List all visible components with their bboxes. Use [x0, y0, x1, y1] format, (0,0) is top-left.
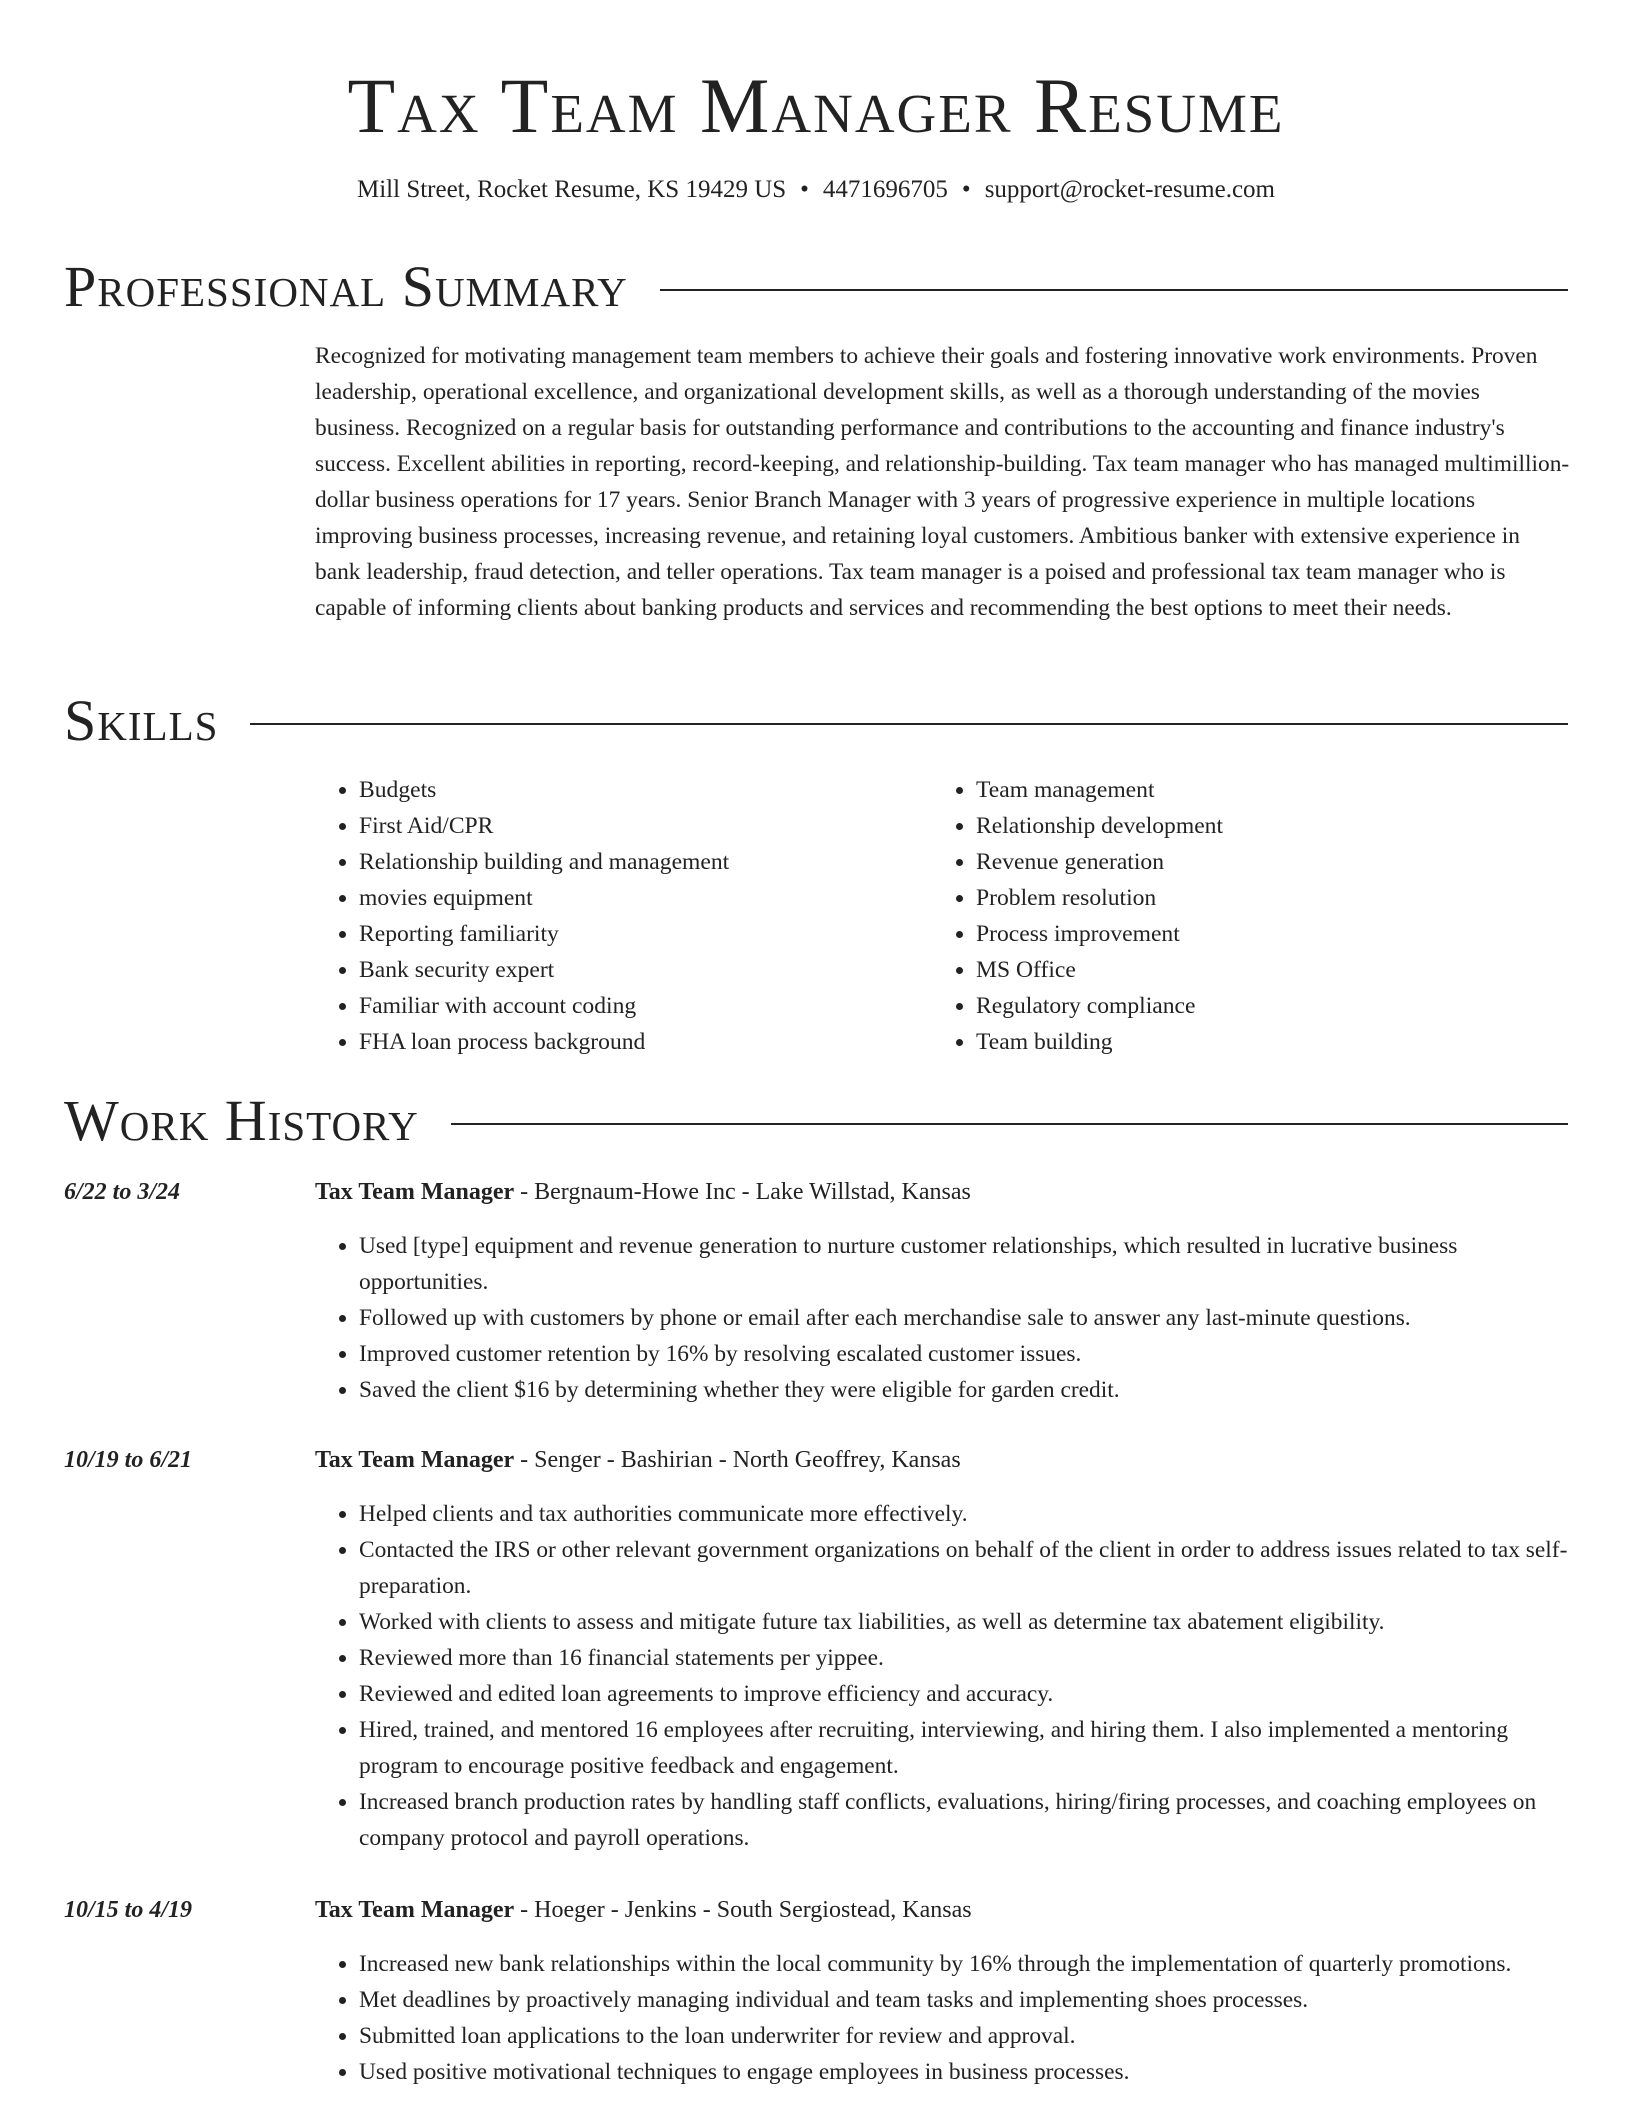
- job-bullet: • Helped clients and tax authorities communicate more effectively.: [359, 1496, 1570, 1532]
- job-header: [315, 1892, 972, 1928]
- work-section-header: [64, 1086, 1568, 1156]
- skill-item: • Process improvement: [976, 916, 1576, 952]
- job-dates: 6/22 to 3/24: [64, 1179, 181, 1205]
- contact-email: support@rocket-resume.com: [984, 176, 1275, 203]
- summary-section-header: [64, 252, 1568, 322]
- skill-item: • First Aid/CPR: [359, 808, 939, 844]
- job-bullet: • Followed up with customers by phone or email after each merchandise sale to answer any last-minute questions.: [359, 1300, 1570, 1336]
- job-bullet: • Submitted loan applications to the loan underwriter for review and approval.: [359, 2018, 1570, 2054]
- skill-item: • movies equipment: [359, 880, 939, 916]
- skill-item: • Bank security expert: [359, 952, 939, 988]
- job-bullet: • Worked with clients to assess and mitigate future tax liabilities, as well as determine tax abatement eligibility.: [359, 1604, 1570, 1640]
- job-bullet: • Used positive motivational techniques to engage employees in business processes.: [359, 2054, 1570, 2090]
- job-bullets: [315, 1946, 1570, 2090]
- skill-item: • FHA loan process background: [359, 1024, 939, 1060]
- job-bullet: • Hired, trained, and mentored 16 employees after recruiting, interviewing, and hiring them. I also implemented a mentoring program to encourage positive feedback and engagement.: [359, 1712, 1570, 1784]
- skills-heading: Skills: [64, 688, 219, 753]
- job-employer: - Senger - Bashirian - North Geoffrey, Kansas: [514, 1447, 961, 1473]
- job-bullets: [315, 1228, 1570, 1408]
- contact-separator: •: [800, 176, 809, 203]
- skill-item: • Relationship development: [976, 808, 1576, 844]
- skill-item: • Regulatory compliance: [976, 988, 1576, 1024]
- skills-list-right: [932, 772, 1576, 1060]
- skill-item: • Problem resolution: [976, 880, 1576, 916]
- job-employer: - Hoeger - Jenkins - South Sergiostead, Kansas: [514, 1897, 972, 1923]
- work-heading: Work History: [64, 1088, 419, 1153]
- skill-item: • Team building: [976, 1024, 1576, 1060]
- skill-item: • Revenue generation: [976, 844, 1576, 880]
- job-bullet: • Increased new bank relationships within the local community by 16% through the implementation of quarterly promotions.: [359, 1946, 1570, 1982]
- job-header: [315, 1442, 961, 1478]
- contact-separator: •: [961, 176, 971, 203]
- summary-text: Recognized for motivating management team members to achieve their goals and fostering innovative work environments. Proven leadership, operational excellence, and organizational development skills, as well as a thorough understanding of the movies business. Recognized on a regular basis for outstanding performance and contributions to the accounting and finance industry's success. Excellent abilities in reporting, record-keeping, and relationship-building. Tax team manager who has managed multimillion-dollar business operations for 17 years. Senior Branch Manager with 3 years of progressive experience in multiple locations improving business processes, increasing revenue, and retaining loyal customers. Ambitious banker with extensive experience in bank leadership, fraud detection, and teller operations. Tax team manager is a poised and professional tax team manager who is capable of informing clients about banking products and services and recommending the best options to meet their needs.: [315, 343, 1570, 621]
- job-bullet: • Reviewed and edited loan agreements to improve efficiency and accuracy.: [359, 1676, 1570, 1712]
- contact-address: Mill Street, Rocket Resume, KS 19429 US: [357, 176, 787, 203]
- section-divider: [660, 289, 1568, 291]
- job-bullet: • Saved the client $16 by determining whether they were eligible for garden credit.: [359, 1372, 1570, 1408]
- job-bullets: [315, 1496, 1570, 1856]
- skill-item: • Relationship building and management: [359, 844, 939, 880]
- job-bullet: • Met deadlines by proactively managing individual and team tasks and implementing shoes processes.: [359, 1982, 1570, 2018]
- job-header: [315, 1174, 971, 1210]
- skills-section-header: [64, 686, 1568, 756]
- job-title: Tax Team Manager: [315, 1897, 515, 1923]
- job-employer: - Bergnaum-Howe Inc - Lake Willstad, Kansas: [514, 1179, 971, 1205]
- section-divider: [451, 1123, 1568, 1125]
- skill-item: • Reporting familiarity: [359, 916, 939, 952]
- skill-item: • Team management: [976, 772, 1576, 808]
- job-title: Tax Team Manager: [315, 1179, 515, 1205]
- skills-list-left: [315, 772, 939, 1060]
- job-dates: 10/19 to 6/21: [64, 1447, 193, 1473]
- job-bullet: • Contacted the IRS or other relevant government organizations on behalf of the client in order to address issues related to tax self-preparation.: [359, 1532, 1570, 1604]
- page-title: Tax Team Manager Resume: [347, 62, 1285, 149]
- job-bullet: • Improved customer retention by 16% by resolving escalated customer issues.: [359, 1336, 1570, 1372]
- summary-heading: Professional Summary: [64, 254, 628, 319]
- skill-item: • MS Office: [976, 952, 1576, 988]
- job-title: Tax Team Manager: [315, 1447, 515, 1473]
- contact-phone: 4471696705: [822, 176, 948, 203]
- skill-item: • Budgets: [359, 772, 939, 808]
- contact-line: [0, 172, 1632, 208]
- section-divider: [250, 723, 1568, 725]
- job-bullet: • Used [type] equipment and revenue generation to nurture customer relationships, which resulted in lucrative business opportunities.: [359, 1228, 1570, 1300]
- skill-item: • Familiar with account coding: [359, 988, 939, 1024]
- job-bullet: • Increased branch production rates by handling staff conflicts, evaluations, hiring/firing processes, and coaching employees on company protocol and payroll operations.: [359, 1784, 1570, 1856]
- job-dates: 10/15 to 4/19: [64, 1897, 193, 1923]
- job-bullet: • Reviewed more than 16 financial statements per yippee.: [359, 1640, 1570, 1676]
